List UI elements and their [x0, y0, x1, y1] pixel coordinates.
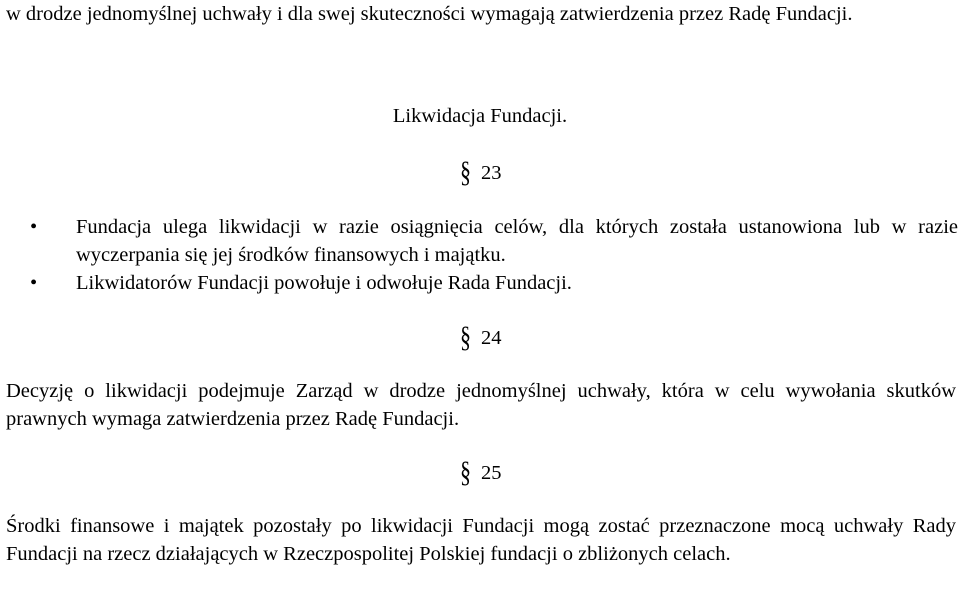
section-symbol: §: [460, 319, 471, 354]
list-item: [30, 213, 958, 269]
section-heading-25: [460, 454, 502, 489]
section-24-block: [6, 377, 956, 433]
section-23-bullet-list: [30, 213, 958, 297]
section-symbol: §: [460, 454, 471, 489]
intro-paragraph-block: [6, 0, 956, 28]
section-24-paragraph: Decyzję o likwidacji podejmuje Zarząd w drodze jednomyślnej uchwały, która w celu wywołania skutków prawnych wymaga zatwierdzenia przez Radę Fundacji.: [6, 380, 956, 430]
section-number-25: 25: [481, 462, 502, 484]
bullet-icon: •: [30, 272, 38, 294]
bullet-icon: •: [30, 216, 38, 238]
bullet-text: Fundacja ulega likwidacji w razie osiągnięcia celów, dla których została ustanowiona lub w razie wyczerpania się jej środków finansowych i majątku.: [76, 216, 958, 266]
intro-paragraph: w drodze jednomyślnej uchwały i dla swej skuteczności wymagają zatwierdzenia przez Radę Fundacji.: [6, 3, 853, 25]
chapter-title: Likwidacja Fundacji.: [392, 105, 568, 127]
section-heading-23: [460, 154, 502, 189]
section-number-23: 23: [481, 162, 502, 184]
list-item: [30, 269, 958, 297]
section-number-24: 24: [481, 327, 502, 349]
bullet-text: Likwidatorów Fundacji powołuje i odwołuje Rada Fundacji.: [76, 272, 572, 294]
section-25-paragraph: Środki finansowe i majątek pozostały po likwidacji Fundacji mogą zostać przeznaczone mocą uchwały Rady Fundacji na rzecz działających w Rzeczpospolitej Polskiej fundacji o zbliżonych celach.: [6, 515, 956, 565]
section-heading-24: [460, 319, 502, 354]
section-25-block: [6, 512, 956, 568]
section-symbol: §: [460, 154, 471, 189]
